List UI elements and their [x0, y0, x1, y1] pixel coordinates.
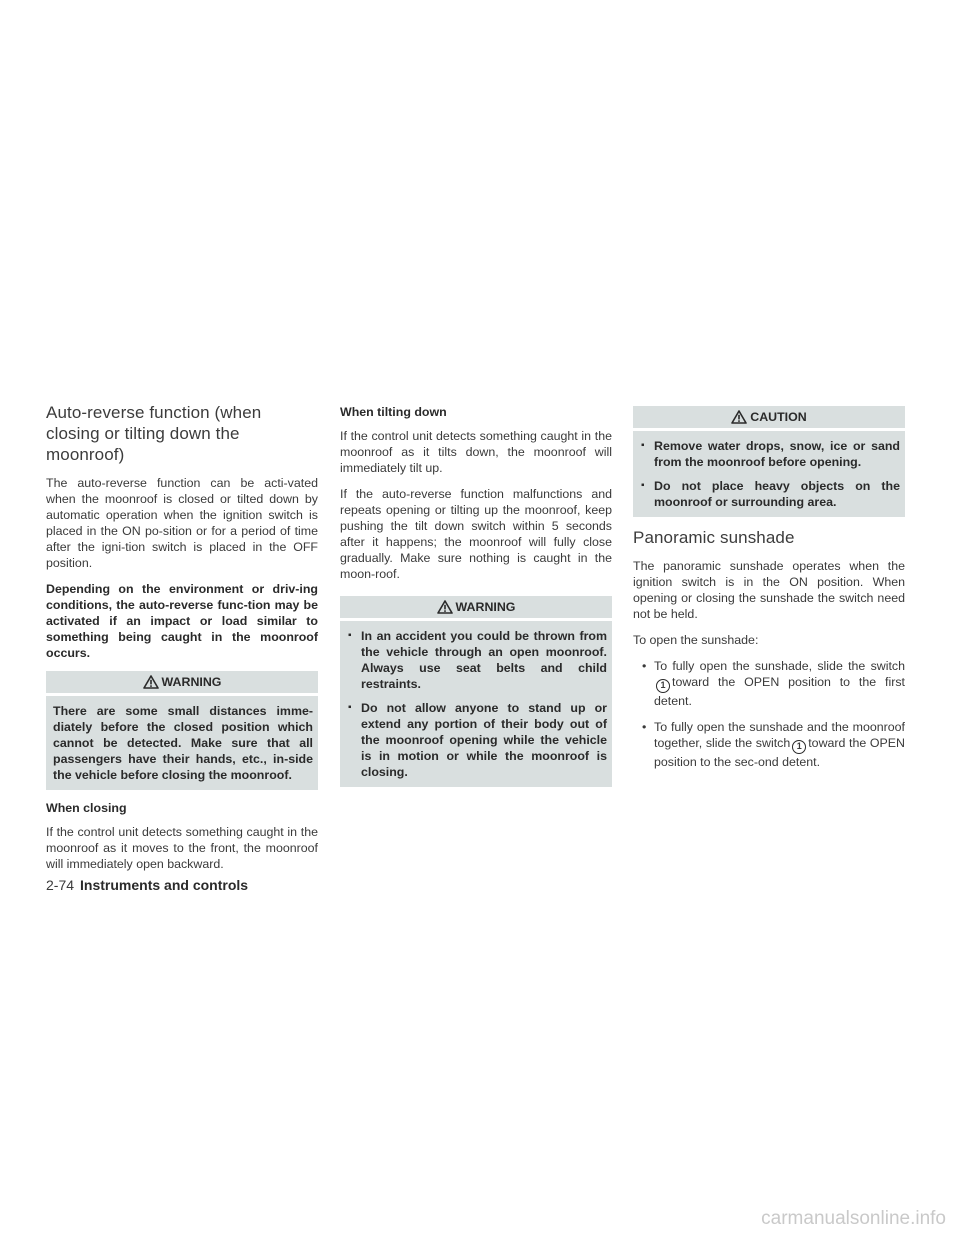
- step-text-b: toward the OPEN position to the first detent.: [654, 675, 905, 708]
- warning-item: ▪ Do not allow anyone to stand up or extend any portion of their body out of the moonroof opening while the vehicle is in motion or while the moonroof is closing.: [347, 700, 607, 780]
- caution-body: [633, 431, 905, 517]
- warning-triangle-icon: [143, 675, 159, 689]
- warning-list: [347, 628, 607, 780]
- callout-1-icon: 1: [792, 740, 806, 754]
- warning-header: [46, 671, 318, 693]
- page-number: 2-74: [46, 877, 75, 893]
- caution-title: CAUTION: [750, 410, 807, 424]
- warning-triangle-icon: [731, 410, 747, 424]
- when-closing-heading: When closing: [46, 801, 127, 815]
- warning-title: WARNING: [161, 675, 222, 689]
- column-3: [633, 402, 905, 780]
- warning-item: ▪ In an accident you could be thrown from the vehicle through an open moonroof. Always use seat belts and child restraints.: [347, 628, 607, 692]
- warning-header: [340, 596, 612, 618]
- caution-box: [633, 406, 905, 517]
- sunshade-open-intro: To open the sunshade:: [633, 633, 759, 647]
- auto-reverse-note: Depending on the environment or driv-ing conditions, the auto-reverse func-tion may be activated if an impact or load similar to something being caught in the moonroof occurs.: [46, 582, 318, 660]
- step-text-a: To fully open the sunshade, slide the switch: [654, 659, 905, 673]
- watermark: carmanualsonline.info: [761, 1208, 946, 1229]
- sunshade-steps: [633, 658, 905, 770]
- warning-title: WARNING: [455, 600, 516, 614]
- sunshade-step: [633, 658, 905, 709]
- step-text-a: To fully open the sunshade and the moonroof together, slide the switch: [654, 720, 905, 750]
- when-closing-text: If the control unit detects something caught in the moonroof as it moves to the front, the moonroof will immediately open backward.: [46, 825, 318, 871]
- warning-text: There are some small distances imme-diately before the closed position which cannot be detected. Make sure that all passengers have their hands, etc., in-side the vehicle before closing the moonroof.: [53, 704, 313, 782]
- when-tilting-text: If the control unit detects something caught in the moonroof as it tilts down, the moonroof will immediately tilt up.: [340, 429, 612, 475]
- section-heading-auto-reverse: Auto-reverse function (when closing or tilting down the moonroof): [46, 403, 262, 464]
- step-text-b: toward the OPEN position to the sec-ond detent.: [654, 736, 906, 769]
- caution-item: ▪ Do not place heavy objects on the moonroof or surrounding area.: [640, 478, 900, 510]
- warning-triangle-icon: [437, 600, 453, 614]
- sunshade-paragraph: The panoramic sunshade operates when the ignition switch is in the ON position. When opening or closing the sunshade the switch need not be held.: [633, 559, 905, 621]
- callout-1-icon: 1: [656, 679, 670, 693]
- page-footer: [46, 877, 248, 893]
- section-heading-sunshade: Panoramic sunshade: [633, 528, 795, 547]
- caution-list: [640, 438, 900, 510]
- warning-body: [46, 696, 318, 790]
- auto-reverse-paragraph: The auto-reverse function can be acti-vated when the moonroof is closed or tilted down by automatic operation when the ignition switch is placed in the ON po-sition or for a period of time after the igni-tion switch is placed in the OFF position.: [46, 476, 318, 570]
- column-2: [340, 404, 612, 797]
- when-tilting-heading: When tilting down: [340, 405, 447, 419]
- column-1: [46, 402, 318, 882]
- malfunction-text: If the auto-reverse function malfunctions and repeats opening or tilting up the moonroof, keep pushing the tilt down switch within 5 seconds after it happens; the moonroof will fully close gradually. Make sure nothing is caught in the moon-roof.: [340, 487, 612, 581]
- warning-box-2: [340, 596, 612, 787]
- sunshade-step: [633, 719, 905, 770]
- caution-item: ▪ Remove water drops, snow, ice or sand from the moonroof before opening.: [640, 438, 900, 470]
- caution-header: [633, 406, 905, 428]
- footer-section-title: Instruments and controls: [80, 877, 249, 893]
- warning-box-1: [46, 671, 318, 790]
- warning-body: [340, 621, 612, 787]
